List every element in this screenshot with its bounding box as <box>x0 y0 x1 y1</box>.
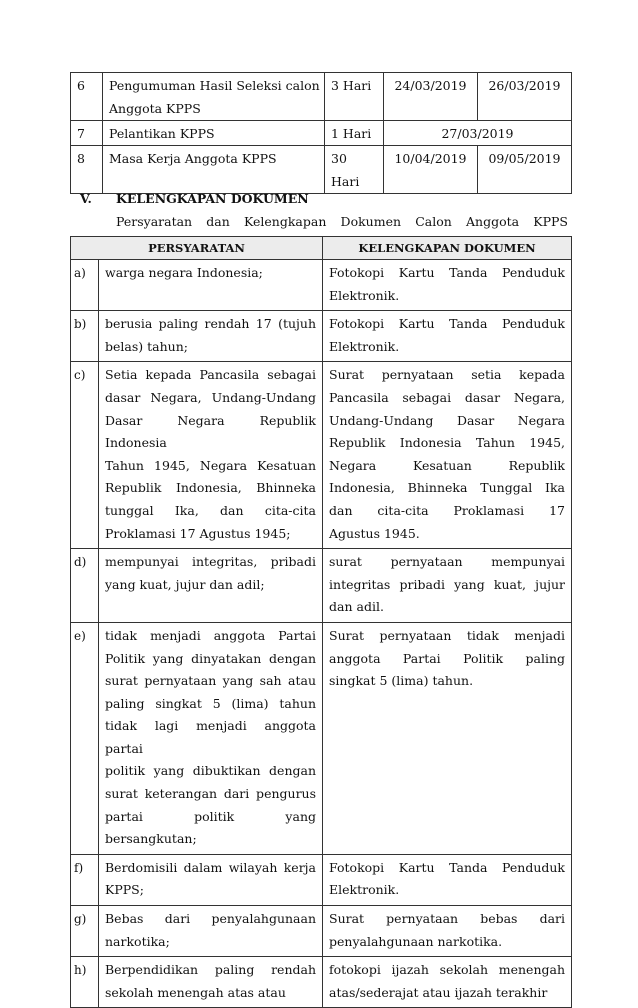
end-date-cell: 26/03/2019 <box>478 73 572 121</box>
row-number: 6 <box>71 73 103 121</box>
duration-cell: 30 Hari <box>325 146 384 194</box>
row-number: 8 <box>71 146 103 194</box>
section-title: KELENGKAPAN DOKUMEN <box>116 191 309 206</box>
document-cell <box>323 854 572 905</box>
text-line: singkat 5 (lima) tahun. <box>329 673 474 689</box>
text-line: narkotika; <box>105 933 170 949</box>
document-cell <box>323 549 572 623</box>
text-line: mempunyai integritas, pribadi <box>105 554 317 570</box>
row-label: e) <box>71 622 99 854</box>
text-line: Agustus 1945. <box>329 525 420 541</box>
text-line: fotokopi ijazah sekolah menengah <box>329 962 566 978</box>
table-row <box>71 362 572 549</box>
table-row <box>71 957 572 1008</box>
text-line: politik yang dibuktikan dengan <box>105 763 317 779</box>
activity-cell: Masa Kerja Anggota KPPS <box>103 146 325 194</box>
document-cell <box>323 260 572 311</box>
text-line: Republik Indonesia, Bhinneka <box>105 480 317 496</box>
text-line: Bebas dari penyalahgunaan <box>105 911 317 927</box>
document-cell <box>323 622 572 854</box>
text-line: Fotokopi Kartu Tanda Penduduk <box>329 859 566 875</box>
text-line: Dasar Negara Republik Indonesia <box>105 412 317 451</box>
activity-cell <box>103 73 325 121</box>
text-line: yang kuat, jujur dan adil; <box>105 576 265 592</box>
text-line: integritas pribadi yang kuat, jujur <box>329 576 566 592</box>
document-cell <box>323 311 572 362</box>
row-label: d) <box>71 549 99 623</box>
table-row <box>71 906 572 957</box>
table-row <box>71 311 572 362</box>
text-line: berusia paling rendah 17 (tujuh <box>105 316 317 332</box>
text-line: Republik Indonesia Tahun 1945, <box>329 435 566 451</box>
duration-cell: 3 Hari <box>325 73 384 121</box>
text-line: dan cita-cita Proklamasi 17 <box>329 502 566 518</box>
text-line: surat keterangan dari pengurus <box>105 786 317 802</box>
requirement-cell <box>99 854 323 905</box>
table-row <box>71 549 572 623</box>
table-header-row <box>71 237 572 260</box>
text-line: Tahun 1945, Negara Kesatuan <box>105 457 317 473</box>
activity-line: Pengumuman Hasil Seleksi calon <box>109 78 320 93</box>
schedule-table <box>70 72 572 194</box>
end-date-cell: 09/05/2019 <box>478 146 572 194</box>
text-line: tunggal Ika, dan cita-cita <box>105 502 317 518</box>
duration-cell: 1 Hari <box>325 121 384 146</box>
text-line: Proklamasi 17 Agustus 1945; <box>105 525 291 541</box>
text-line: Surat pernyataan setia kepada <box>329 367 566 383</box>
document-cell <box>323 957 572 1008</box>
text-line: Elektronik. <box>329 882 400 898</box>
text-line: belas) tahun; <box>105 338 188 354</box>
requirement-cell <box>99 906 323 957</box>
requirement-cell <box>99 362 323 549</box>
requirement-cell <box>99 311 323 362</box>
row-number: 7 <box>71 121 103 146</box>
table-row <box>71 622 572 854</box>
document-cell <box>323 362 572 549</box>
row-label: b) <box>71 311 99 362</box>
text-line: Berdomisili dalam wilayah kerja <box>105 859 317 875</box>
text-line: Fotokopi Kartu Tanda Penduduk <box>329 316 566 332</box>
text-line: Elektronik. <box>329 287 400 303</box>
text-line: Surat pernyataan tidak menjadi <box>329 627 566 643</box>
document-cell <box>323 906 572 957</box>
date-cell: 27/03/2019 <box>384 121 572 146</box>
row-label: f) <box>71 854 99 905</box>
start-date-cell: 10/04/2019 <box>384 146 478 194</box>
section-heading <box>80 191 309 206</box>
text-line: penyalahgunaan narkotika. <box>329 933 503 949</box>
row-label: a) <box>71 260 99 311</box>
text-line: Politik yang dinyatakan dengan <box>105 650 317 666</box>
text-line: Surat pernyataan bebas dari <box>329 911 566 927</box>
text-line: dan adil. <box>329 599 384 615</box>
text-line: tidak menjadi anggota Partai <box>105 627 317 643</box>
documents-table <box>70 236 572 1008</box>
table-row <box>71 854 572 905</box>
column-header-documents: KELENGKAPAN DOKUMEN <box>323 237 572 260</box>
column-header-requirements: PERSYARATAN <box>71 237 323 260</box>
text-line: Berpendidikan paling rendah <box>105 962 317 978</box>
documents-table-body <box>71 260 572 1008</box>
row-label: h) <box>71 957 99 1008</box>
table-row <box>71 121 572 146</box>
text-line: Undang-Undang Dasar Negara <box>329 412 566 428</box>
requirement-cell <box>99 260 323 311</box>
text-line: paling singkat 5 (lima) tahun <box>105 695 317 711</box>
start-date-cell: 24/03/2019 <box>384 73 478 121</box>
text-line: anggota Partai Politik paling <box>329 650 566 666</box>
text-line: Fotokopi Kartu Tanda Penduduk <box>329 265 566 280</box>
row-label: c) <box>71 362 99 549</box>
section-subtitle: Persyaratan dan Kelengkapan Dokumen Calon Anggota KPPS <box>116 214 568 229</box>
text-line: surat pernyataan mempunyai <box>329 554 566 570</box>
requirement-cell <box>99 622 323 854</box>
text-line: Elektronik. <box>329 338 400 354</box>
section-number: V. <box>80 191 92 206</box>
text-line: tidak lagi menjadi anggota partai <box>105 718 317 756</box>
activity-line: Anggota KPPS <box>109 101 201 116</box>
table-row <box>71 260 572 311</box>
table-row <box>71 146 572 194</box>
text-line: dasar Negara, Undang-Undang <box>105 389 317 405</box>
activity-cell: Pelantikan KPPS <box>103 121 325 146</box>
text-line: partai politik yang bersangkutan; <box>105 808 317 847</box>
text-line: Indonesia, Bhinneka Tunggal Ika <box>329 480 566 496</box>
text-line: surat pernyataan yang sah atau <box>105 673 317 689</box>
text-line: KPPS; <box>105 882 144 898</box>
text-line: warga negara Indonesia; <box>105 265 263 280</box>
requirement-cell <box>99 957 323 1008</box>
text-line: atas/sederajat atau ijazah terakhir <box>329 984 548 1000</box>
text-line: sekolah menengah atas atau <box>105 984 286 1000</box>
text-line: Setia kepada Pancasila sebagai <box>105 367 317 383</box>
text-line: Pancasila sebagai dasar Negara, <box>329 389 566 405</box>
table-row <box>71 73 572 121</box>
requirement-cell <box>99 549 323 623</box>
row-label: g) <box>71 906 99 957</box>
text-line: Negara Kesatuan Republik <box>329 457 566 473</box>
